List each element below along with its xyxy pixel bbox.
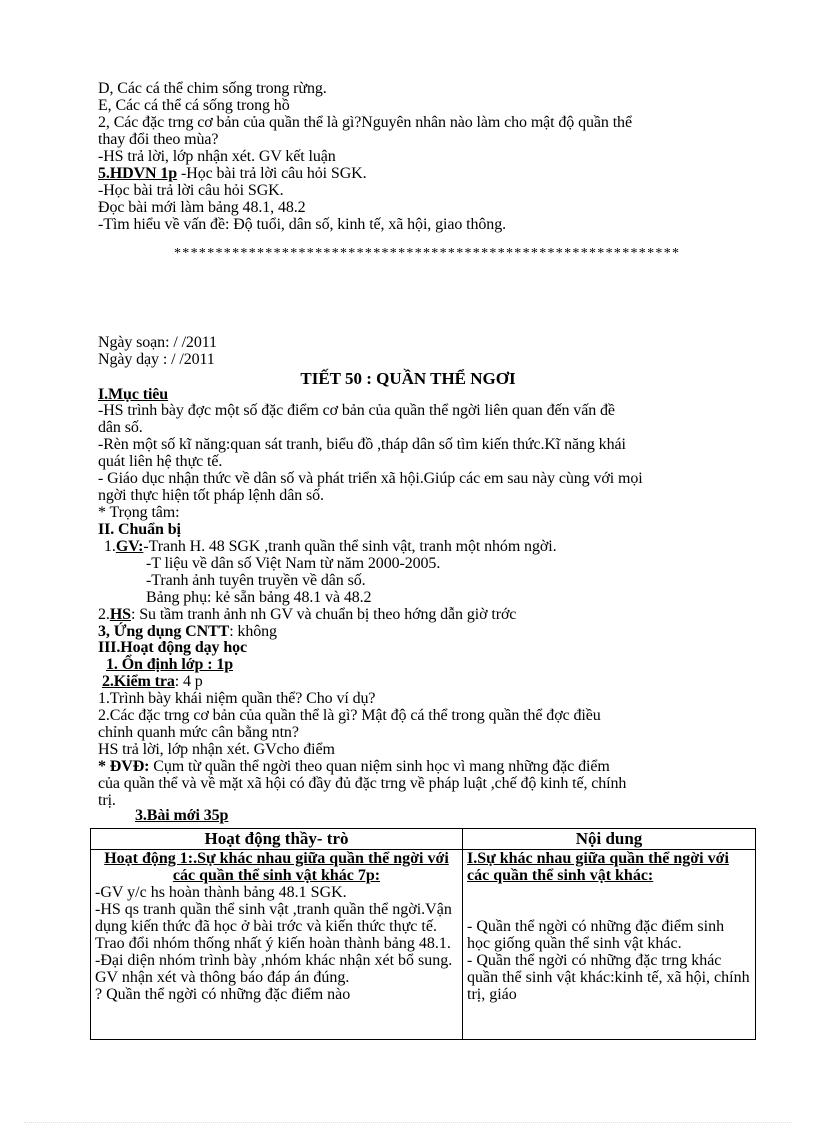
text-line: trị. [98,792,116,809]
check-text: : 4 p [174,673,203,690]
homework-text: -Học bài trả lời câu hỏi SGK. [177,165,367,182]
activity-line: -Đại diện nhóm trình bày ,nhóm khác nhận xét bổ sung. GV nhận xét và thông báo đáp án đúng. [95,952,453,986]
homework-label: 5.HDVN 1p [98,165,178,182]
new-lesson-heading: 3.Bài mới 35p [135,807,229,824]
text-line: E, Các cá thể cá sống trong hồ [98,97,290,114]
student-prep-line: 2.HS: Su tầm tranh ảnh nh GV và chuẩn bị theo hớng dẫn giờ trớc [98,606,517,623]
homework-line [98,165,367,182]
dvd-line [98,758,610,775]
text-line: Đọc bài mới làm bảng 48.1, 48.2 [98,199,306,216]
text-line: -Tìm hiểu về vấn đề: Độ tuổi, dân số, kinh tế, xã hội, giao thông. [98,216,506,233]
text-line: của quần thể và về mặt xã hội có đầy đủ đặc trng về pháp luật ,chế độ kinh tế, chính [98,775,627,792]
lesson-title: TIẾT 50 : QUẦN THỂ NGƠI [300,369,516,388]
text-line: * Trọng tâm: [98,504,180,521]
text-line: D, Các cá thể chim sống trong rừng. [98,80,327,97]
activity-line: -HS qs tranh quần thể sinh vật ,tranh quần thể ngời.Vận dụng kiến thức đã học ở bài trớc và kiến thức thực tế. Trao đổi nhóm thống nhất ý kiến hoàn thành bảng 48.1. [95,901,452,952]
student-prep-text: : Su tầm tranh ảnh nh GV và chuẩn bị theo hớng dẫn giờ trớc [130,606,517,623]
activity-heading: Hoạt động 1:.Sự khác nhau giữa quần thể ngời với các quần thể sinh vật khác 7p: [104,850,449,884]
text-line: quát liên hệ thực tế. [98,453,223,470]
activity-line: -GV y/c hs hoàn thành bảng 48.1 SGK. [95,884,347,901]
text-line: -T liệu về dân số Việt Nam từ năm 2000-2005. [146,555,441,572]
text-line: ngời thực hiện tốt pháp lệnh dân số. [98,487,324,504]
content-line: - Quần thể ngời có những đặc trng khác quần thể sinh vật khác:kinh tế, xã hội, chính trị, giáo [467,952,750,1003]
text-line: 2.Các đặc trng cơ bản của quần thể là gì? Mật độ cá thể trong quần thể đợc điều [98,707,601,724]
teach-date: Ngày dạy : / /2011 [98,351,215,368]
text-line: -Học bài trả lời câu hỏi SGK. [98,182,284,199]
text-line: -HS trả lời, lớp nhận xét. GV kết luận [98,148,336,165]
cntt-line [98,623,277,640]
teacher-prep-line: 1.GV:-Tranh H. 48 SGK ,tranh quần thể sinh vật, tranh một nhóm ngời. [104,538,557,555]
activity-table [90,828,756,1040]
cntt-text: : không [229,623,277,640]
activity-line: ? Quần thể ngời có những đặc điểm nào [95,986,351,1003]
text-line: -HS trình bày đợc một số đặc điểm cơ bản của quần thể ngời liên quan đến vấn đề [98,402,615,419]
text-line: - Giáo dục nhận thức về dân số và phát triển xã hội.Giúp các em sau này cùng với mọi [98,470,643,487]
table-header-row [91,829,756,850]
text-line: 2, Các đặc trng cơ bản của quần thể là gì?Nguyên nhân nào làm cho mật độ quần thể [98,114,632,131]
section-objectives-heading: I.Mục tiêu [98,386,169,403]
table-header-content: Nội dung [463,829,756,850]
teacher-prep-text: -Tranh H. 48 SGK ,tranh quần thể sinh vật, tranh một nhóm ngời. [143,538,557,555]
section-activities-heading: III.Hoạt động dạy học [98,639,248,656]
section-preparation-heading: II. Chuẩn bị [98,521,181,538]
text-line: chỉnh quanh mức cân bằng ntn? [98,724,299,741]
prep-date: Ngày soạn: / /2011 [98,334,217,351]
check-label: 2.Kiểm tra [102,673,175,690]
stabilize-heading: 1. Ổn định lớp : 1p [106,656,234,673]
table-header-activity: Hoạt động thầy- trò [91,829,463,850]
content-line: - Quần thể ngời có những đặc điểm sinh học giống quần thể sinh vật khác. [467,918,725,952]
teacher-label: GV: [115,538,144,555]
text-line: HS trả lời, lớp nhận xét. GVcho điểm [98,741,335,758]
content-heading: I.Sự khác nhau giữa quần thể ngời với các quần thể sinh vật khác: [467,850,729,884]
separator-stars: ************************************************************* [174,246,681,261]
table-row [91,850,756,1040]
text-line: -Tranh ảnh tuyên truyền về dân số. [146,572,366,589]
text-line: Bảng phụ: kẻ sẵn bảng 48.1 và 48.2 [146,589,372,606]
text-line: thay đổi theo mùa? [98,131,219,148]
cntt-label: 3, Ứng dụng CNTT [98,623,230,640]
check-line [102,673,203,690]
student-label: HS [109,606,131,623]
text-line: dân số. [98,419,143,436]
content-cell [463,850,756,1040]
dvd-label: * ĐVĐ: [98,758,150,775]
dvd-text: Cụm từ quần thể ngời theo quan niệm sinh học vì mang những đặc điểm [149,758,610,775]
activity-cell [91,850,463,1040]
text-line: -Rèn một số kĩ năng:quan sát tranh, biểu đồ ,tháp dân số tìm kiến thức.Kĩ năng khái [98,436,626,453]
text-line: 1.Trình bày khái niệm quần thể? Cho ví dụ? [98,690,376,707]
